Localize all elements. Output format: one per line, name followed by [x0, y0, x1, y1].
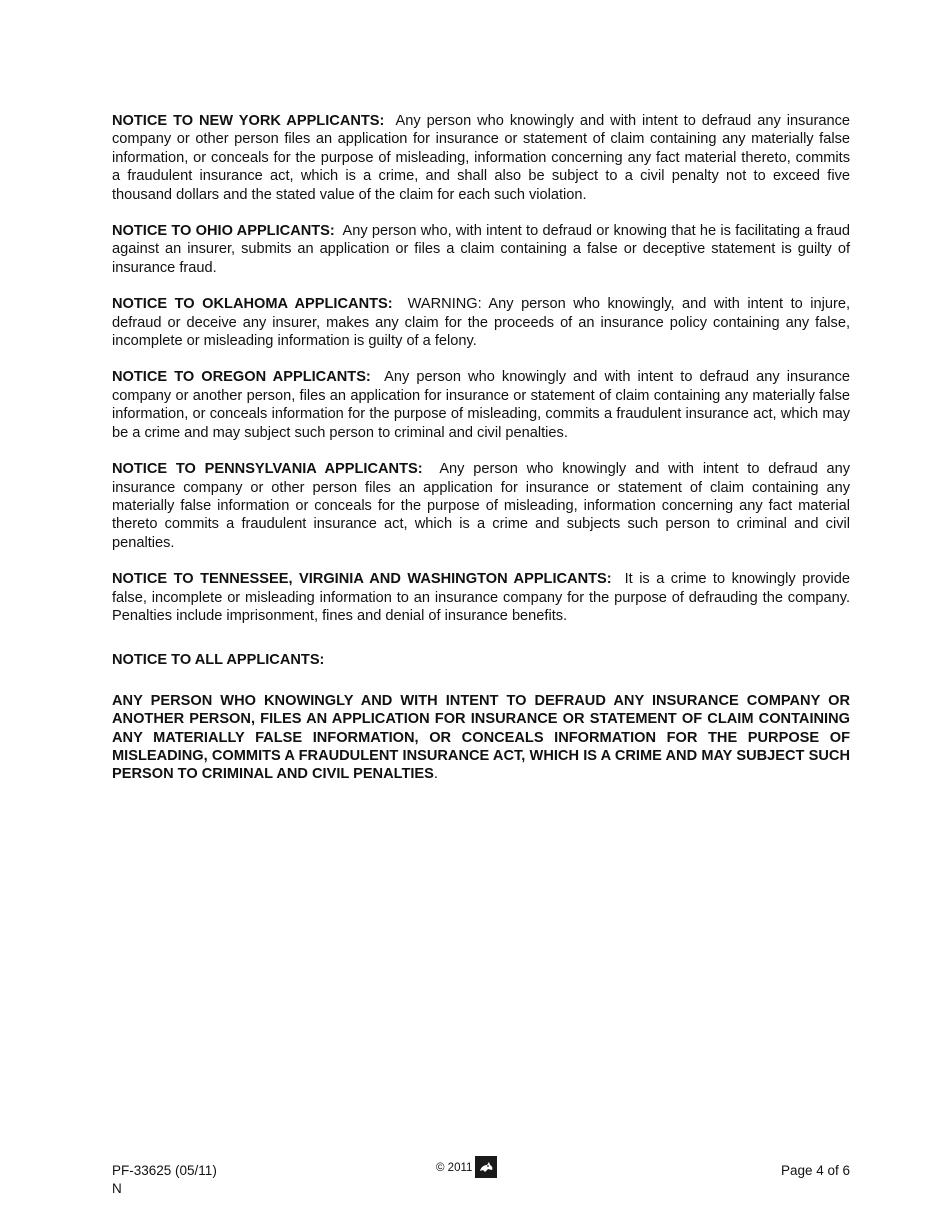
notice-text: Any person who knowingly and with intent to defraud any insurance company or another person, files an application for insurance or statement of claim containing any materially false information, or conceals information for the purpose of misleading, commits a fraudulent insurance act, which may be a crime and may subject such person to criminal and civil penalties.	[112, 369, 850, 441]
notice-all-applicants-text	[112, 692, 850, 784]
form-id: PF-33625 (05/11)	[112, 1163, 217, 1178]
notice-ohio	[112, 222, 850, 277]
notice-heading: NOTICE TO OREGON APPLICANTS:	[112, 369, 371, 386]
notice-text: WARNING: Any person who knowingly, and with intent to injure, defraud or deceive any insurer, makes any claim for the proceeds of an insurance policy containing any false, incomplete or misleading information is guilty of a felony.	[112, 296, 851, 350]
notice-all-applicants-heading: NOTICE TO ALL APPLICANTS:	[112, 652, 325, 669]
notice-heading: NOTICE TO NEW YORK APPLICANTS:	[112, 113, 385, 129]
notice-oklahoma	[112, 295, 850, 350]
page-footer	[112, 1162, 850, 1202]
page-number: Page 4 of 6	[780, 1163, 850, 1178]
copyright	[436, 1156, 497, 1178]
copyright-text: © 2011	[436, 1162, 473, 1174]
notice-new-york	[112, 112, 850, 204]
trailing-period: .	[433, 766, 438, 783]
form-suffix: N	[112, 1181, 122, 1196]
notice-heading: NOTICE TO TENNESSEE, VIRGINIA AND WASHINGTON APPLICANTS:	[112, 571, 612, 588]
notice-tennessee-virginia-washington	[112, 570, 850, 625]
company-logo-icon	[475, 1156, 497, 1178]
notice-text: Any person who knowingly and with intent to defraud any insurance company or other person files an application for insurance or statement of claim containing any materially false information, or conceals for the purpose of misleading, information concerning any fact material thereto, commits a fraudulent insurance act, which is a crime, and shall also be subject to a civil penalty not to exceed five thousand dollars and the stated value of the claim for each such violation.	[112, 113, 850, 203]
notice-oregon	[112, 368, 850, 442]
notice-heading: NOTICE TO OHIO APPLICANTS:	[112, 223, 335, 240]
notice-text: Any person who, with intent to defraud or knowing that he is facilitating a fraud against an insurer, submits an application or files a claim containing a false or deceptive statement is guilty of insurance fraud.	[112, 223, 850, 276]
notice-text: Any person who knowingly and with intent to defraud any insurance company or other person files an application for insurance or statement of claim containing any materially false information or conceals for the purpose of misleading, information concerning any fact material thereto commits a fraudulent insurance act, which is a crime and subjects such person to criminal and civil penalties.	[112, 461, 850, 551]
notice-heading: NOTICE TO OKLAHOMA APPLICANTS:	[112, 296, 393, 313]
all-applicants-body: ANY PERSON WHO KNOWINGLY AND WITH INTENT TO DEFRAUD ANY INSURANCE COMPANY OR ANOTHER PERSON, FILES AN APPLICATION FOR INSURANCE OR STATEMENT OF CLAIM CONTAINING ANY MATERIALLY FALSE INFORMATION, OR CONCEALS INFORMATION FOR THE PURPOSE OF MISLEADING, COMMITS A FRAUDULENT INSURANCE ACT, WHICH IS A CRIME AND MAY SUBJECT SUCH PERSON TO CRIMINAL AND CIVIL PENALTIES	[112, 692, 850, 783]
notice-text: It is a crime to knowingly provide false, incomplete or misleading information to an insurance company for the purpose of defrauding the company. Penalties include imprisonment, fines and denial of insurance benefits.	[112, 571, 850, 624]
notice-heading: NOTICE TO PENNSYLVANIA APPLICANTS:	[112, 461, 423, 478]
notice-pennsylvania	[112, 460, 850, 552]
document-body	[112, 112, 850, 784]
